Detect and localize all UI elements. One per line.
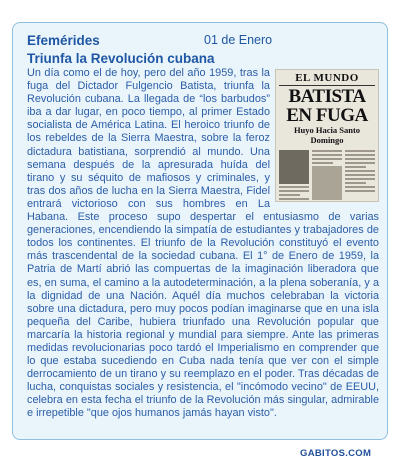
newspaper-headline: BATISTA EN FUGA xyxy=(286,86,368,126)
article-title: Triunfa la Revolución cubana xyxy=(27,51,215,66)
newspaper-photo xyxy=(279,150,309,184)
source-link[interactable]: GABITOS.COM xyxy=(300,448,372,459)
newspaper-masthead: EL MUNDO xyxy=(295,72,359,84)
newspaper-front-page-image xyxy=(275,69,379,202)
section-title: Efemérides xyxy=(27,33,100,48)
article-text: Un día como el de hoy, pero del año 1959, tras la fuga del Dictador Fulgencio Batista, triunfa la Revolución cubana. La llegada de “los barbudos” iba a dar lugar, en poco tiempo, al primer Estado socialista de América Latina. El heroico triunfo de los rebeldes de la Sierra Maestra, sobre la feroz dictadura batistiana, sorprendió al mundo. Una semana después de la apresurada huída del tirano y su séquito de mafiosos y criminales, y tras dos años de lucha en la Sierra Maestra, Fidel entrará victorioso con sus hombres en La Habana. Este proceso supo despertar el entusiasmo de varias generaciones, encendiendo la simpatía de estudiantes y trabajadores de todos los continentes. El triunfo de la Revolución constituyó el evento más trascendental de la sociedad cubana. El 1° de Enero de 1959, la Patria de Martí abrió las compuertas de la imaginación liberadora que es, en suma, el camino a la autodeterminación, a la plena soberanía, y a la dignidad de una Nación. Aquél día muchos celebraban la victoria sobre una dictadura, pero muy pocos podían imaginarse que en una isla pequeña del Caribe, hubiera triunfado una Revolución popular que marcaría la historia regional y mundial para siempre. Ante las primeras medidas revolucionarias poco tardó el Imperialismo en comprender que lo que estaba sucediendo en Cuba nada tenía que ver con el simple derrocamiento de un tirano y su reemplazo en el poder. Tras décadas de lucha, conquistas sociales y resistencia, el "incómodo vecino" de EEUU, celebra en esta fecha el triunfo de la Revolución más singular, admirable e irrepetible "que ojos humanos jamás hayan visto". xyxy=(27,67,379,420)
newspaper-subheadline: Huyo Hacia Santo Domingo xyxy=(293,125,361,145)
article-body xyxy=(27,67,379,421)
date-label: 01 de Enero xyxy=(204,33,273,47)
newspaper-photo xyxy=(312,166,342,200)
card-header xyxy=(27,33,387,51)
